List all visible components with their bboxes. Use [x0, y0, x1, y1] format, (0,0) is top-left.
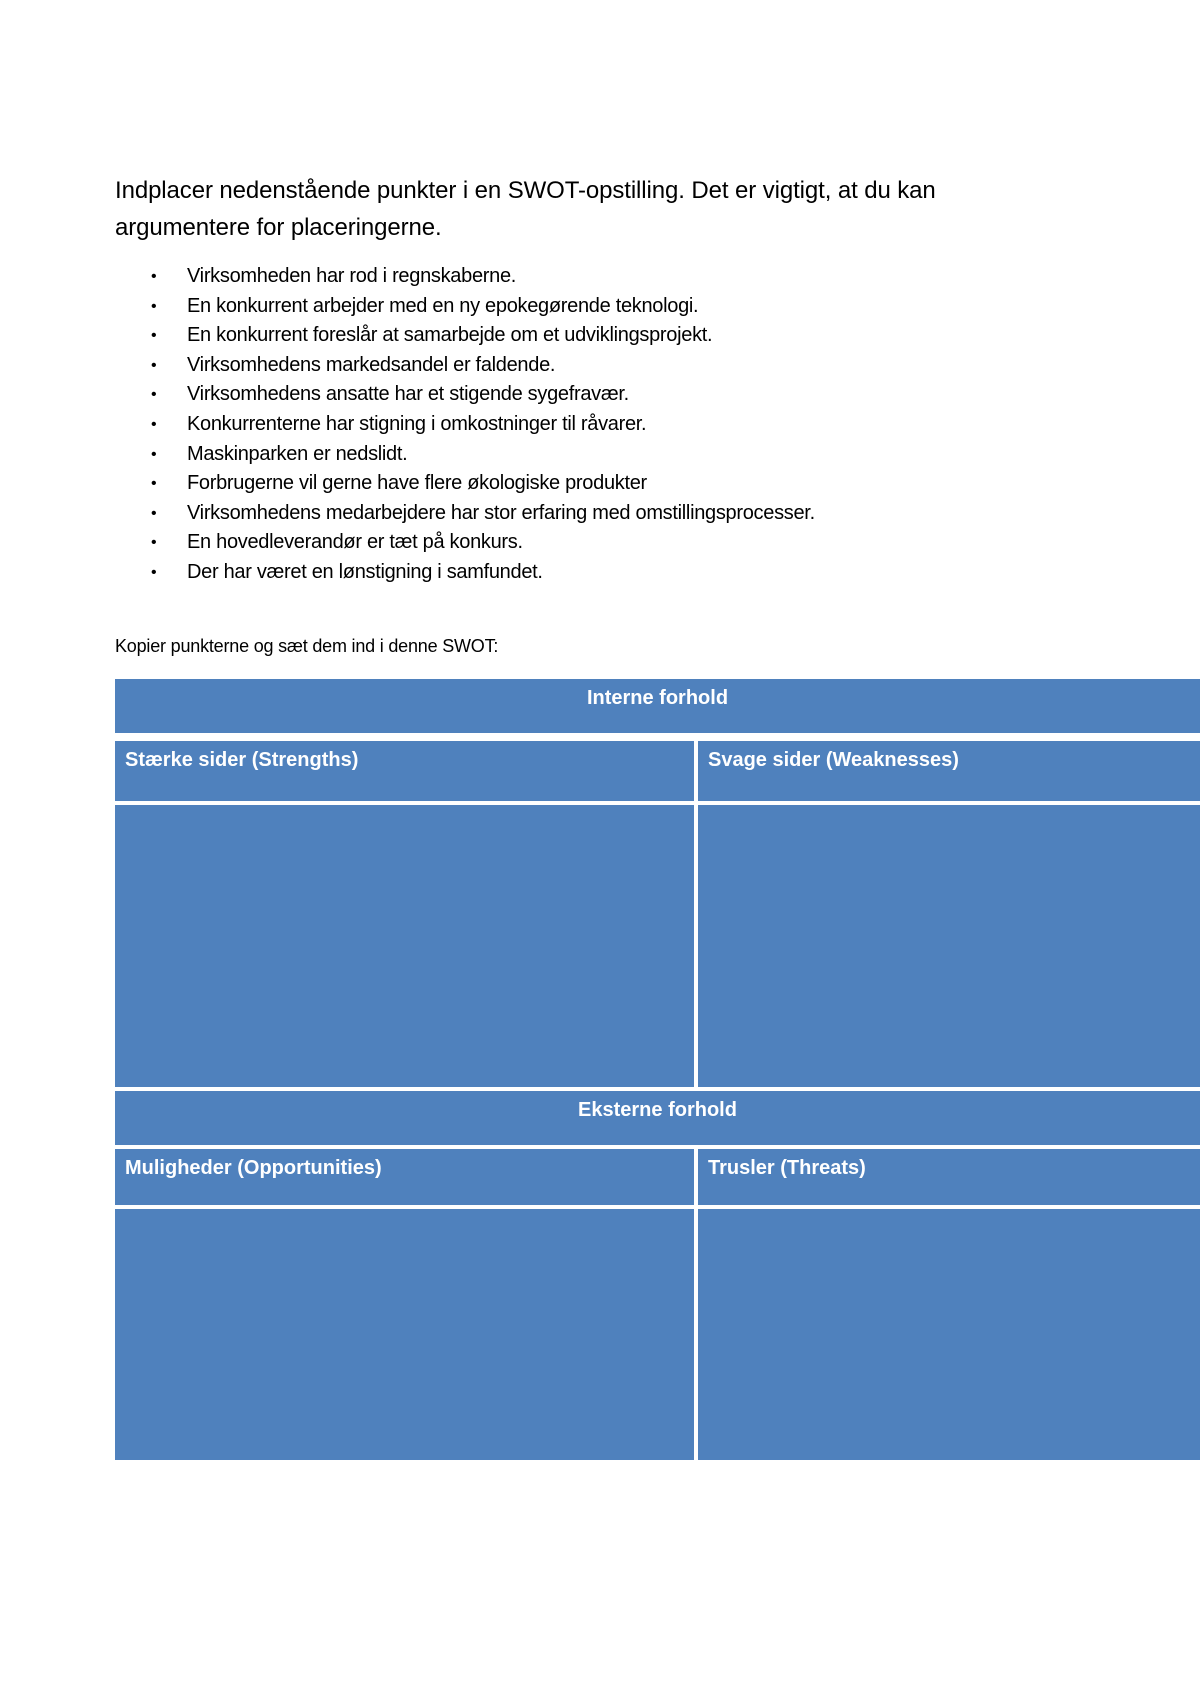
list-item-text: Virksomhedens markedsandel er faldende. — [187, 353, 556, 376]
list-item-text: Virksomhedens ansatte har et stigende sygefravær. — [187, 383, 629, 406]
list-item-text: Der har været en lønstigning i samfundet. — [187, 560, 543, 583]
bullet-icon: • — [151, 268, 157, 285]
bullet-icon: • — [151, 356, 157, 374]
list-item-text: Forbrugerne vil gerne have flere økologiske produkter — [187, 472, 647, 495]
list-item — [115, 321, 815, 351]
list-item — [115, 262, 815, 292]
bullet-icon: • — [151, 297, 157, 315]
threats-header: Trusler (Threats) — [698, 1149, 1200, 1205]
weaknesses-header: Svage sider (Weaknesses) — [698, 741, 1200, 801]
list-item — [115, 292, 815, 322]
list-item-text: En konkurrent foreslår at samarbejde om et udviklingsprojekt. — [187, 324, 713, 347]
list-item — [115, 558, 815, 588]
list-item — [115, 380, 815, 410]
opportunities-content-cell[interactable] — [115, 1209, 694, 1460]
list-item-text: Konkurrenterne har stigning i omkostninger til råvarer. — [187, 412, 647, 435]
list-item — [115, 410, 815, 440]
swot-table — [115, 679, 1200, 1460]
strengths-content-cell[interactable] — [115, 805, 694, 1087]
bullet-icon: • — [151, 386, 157, 404]
list-item — [115, 351, 815, 381]
bullet-icon: • — [151, 504, 157, 522]
list-item-text: Virksomheden har rod i regnskaberne. — [187, 265, 517, 287]
bullet-icon: • — [151, 534, 157, 552]
internal-header: Interne forhold — [115, 679, 1200, 733]
threats-content-cell[interactable] — [698, 1209, 1200, 1460]
strengths-header: Stærke sider (Strengths) — [115, 741, 694, 801]
list-item — [115, 528, 815, 558]
list-item-text: Virksomhedens medarbejdere har stor erfaring med omstillingsprocesser. — [187, 501, 815, 524]
bullet-icon: • — [151, 563, 157, 581]
copy-instruction: Kopier punkterne og sæt dem ind i denne SWOT: — [115, 636, 499, 656]
bullet-icon: • — [151, 327, 157, 345]
list-item — [115, 440, 815, 470]
instruction-text: Indplacer nedenstående punkter i en SWOT-opstilling. Det er vigtigt, at du kan argumentere for placeringerne. — [115, 177, 936, 241]
list-item — [115, 499, 815, 529]
external-header: Eksterne forhold — [115, 1091, 1200, 1145]
opportunities-header: Muligheder (Opportunities) — [115, 1149, 694, 1205]
bullet-icon: • — [151, 415, 157, 433]
list-item — [115, 469, 815, 499]
list-item-text: En hovedleverandør er tæt på konkurs. — [187, 531, 523, 554]
bullet-icon: • — [151, 475, 157, 493]
list-item-text: Maskinparken er nedslidt. — [187, 442, 408, 465]
statement-list — [115, 262, 815, 588]
weaknesses-content-cell[interactable] — [698, 805, 1200, 1087]
list-item-text: En konkurrent arbejder med en ny epokegørende teknologi. — [187, 294, 699, 317]
bullet-icon: • — [151, 445, 157, 463]
